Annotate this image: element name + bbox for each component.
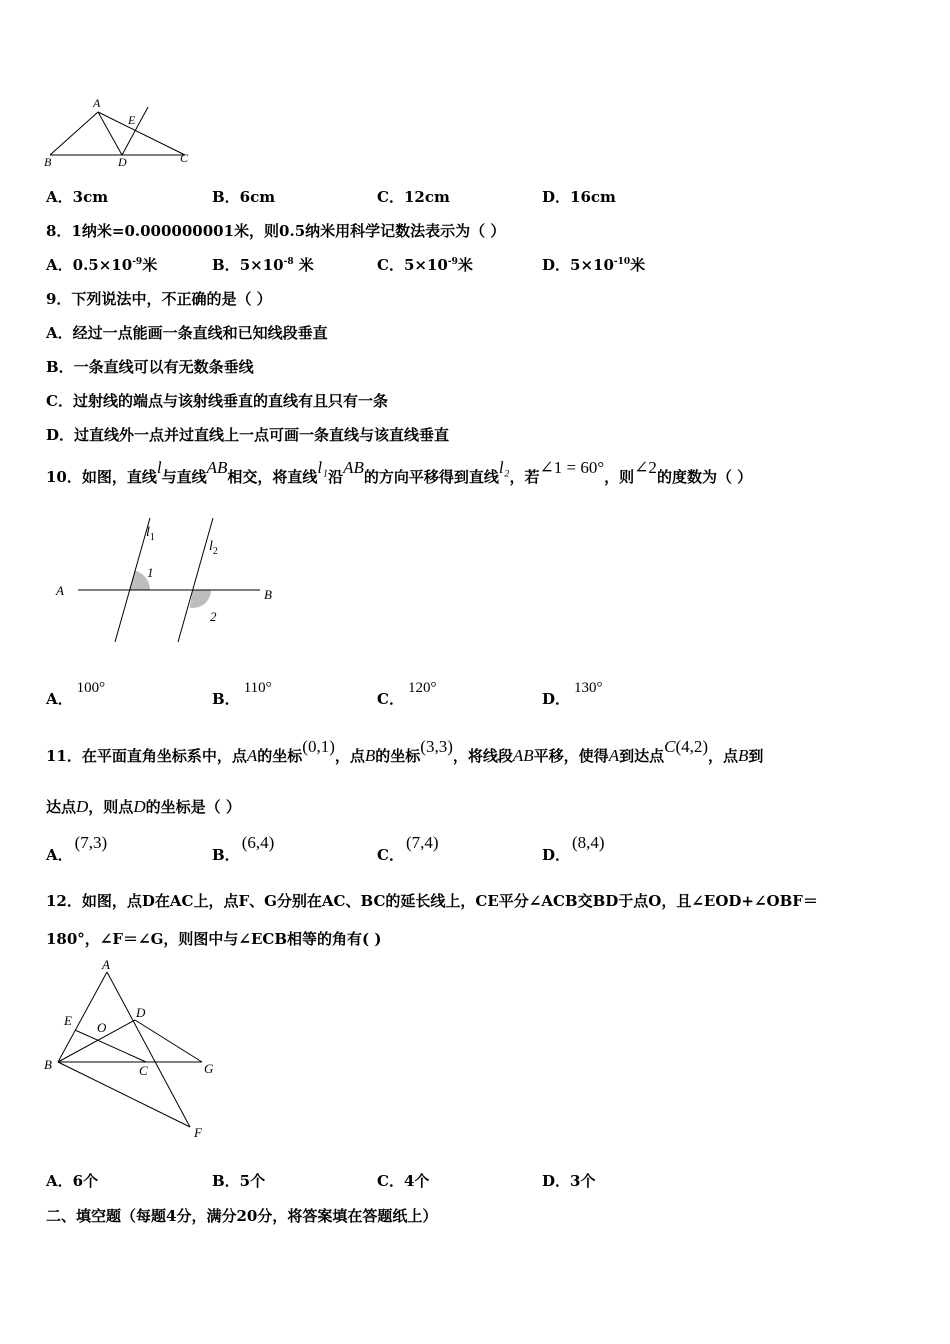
q10-label-a: A [56, 583, 64, 598]
q9-option-d: D．过直线外一点并过直线上一点可画一条直线与该直线垂直 [46, 426, 450, 444]
q10-option-d: D．130° [542, 680, 603, 708]
q7-option-a: A．3cm [46, 188, 109, 206]
q11-option-b: B．(6,4) [212, 833, 275, 864]
q11-option-c: C．(7,4) [377, 833, 439, 864]
q10-stem: 10．如图，直线l与直线AB相交，将直线l₁沿AB的方向平移得到直线l₂，若∠1 = 60°，则∠2的度数为（ ） [46, 458, 753, 486]
q7-label-d: D [118, 155, 127, 169]
q11-stem-line2: 达点D，则点D的坐标是（ ） [46, 797, 241, 816]
q9-option-c: C．过射线的端点与该射线垂直的直线有且只有一条 [46, 392, 388, 410]
q12-label-f: F [194, 1125, 202, 1140]
q12-option-a: A．6个 [46, 1172, 99, 1190]
q11-option-a: A．(7,3) [46, 833, 108, 864]
q8-option-d: D．$5\times 10^{-10}$米 [542, 256, 646, 274]
q10-option-b: B．110° [212, 680, 272, 708]
q7-option-d: D．16cm [542, 188, 616, 206]
q10-label-angle1: 1 [147, 565, 154, 580]
q11-option-d: D．(8,4) [542, 833, 605, 864]
section2-title: 二、填空题（每题4分，满分20分，将答案填在答题纸上） [46, 1207, 438, 1225]
q8-option-c: C．$5\times 10^{-9}$米 [377, 256, 473, 274]
q10-angle2-sector [190, 590, 212, 608]
q10-label-angle2: 2 [210, 609, 217, 624]
q12-label-b: B [44, 1057, 52, 1072]
q10-label-l1: $l_1$ [146, 525, 155, 543]
q7-label-a: A [93, 96, 101, 110]
q7-option-c: C．12cm [377, 188, 450, 206]
q10-label-l2: $l_2$ [209, 539, 218, 557]
q9-stem: 9．下列说法中，不正确的是（ ） [46, 290, 272, 308]
q11-stem-line1: 11．在平面直角坐标系中，点A的坐标(0,1)，点B的坐标(3,3)，将线段AB平移，使得A到达点C(4,2)，点B到 [46, 737, 764, 765]
q8-option-a: A．$0.5\times 10^{-9}$米 [46, 256, 158, 274]
q7-label-e: E [128, 113, 136, 127]
q7-label-c: C [180, 151, 189, 165]
q12-label-e: E [64, 1013, 72, 1028]
q12-option-c: C．4个 [377, 1172, 430, 1190]
q12-label-a: A [102, 957, 110, 972]
q8-option-b: B．$5\times 10^{-8}$ 米 [212, 256, 314, 274]
q12-label-o: O [97, 1020, 107, 1035]
q12-label-c: C [139, 1063, 148, 1078]
q10-label-b: B [264, 587, 272, 602]
q10-option-c: C．120° [377, 680, 437, 708]
q7-option-b: B．6cm [212, 188, 276, 206]
q12-label-d: D [136, 1005, 146, 1020]
q7-label-b: B [44, 155, 52, 169]
q12-label-g: G [204, 1061, 214, 1076]
q10-figure [50, 510, 290, 650]
q9-option-a: A．经过一点能画一条直线和已知线段垂直 [46, 324, 328, 342]
q10-option-a: A．100° [46, 680, 106, 708]
q7-figure [40, 95, 200, 170]
q9-option-b: B．一条直线可以有无数条垂线 [46, 358, 254, 376]
q12-stem-line1: 12．如图，点D在AC上，点F、G分别在AC、BC的延长线上，CE平分∠ACB交BD于点O，且∠EOD+∠OBF＝ [46, 892, 818, 910]
q12-figure [40, 955, 230, 1145]
q8-stem: 8．1纳米=0.000000001米，则0.5纳米用科学记数法表示为（ ） [46, 222, 506, 240]
q12-stem-line2: 180°，∠F＝∠G，则图中与∠ECB相等的角有( ) [46, 930, 382, 948]
q12-option-d: D．3个 [542, 1172, 596, 1190]
q12-option-b: B．5个 [212, 1172, 266, 1190]
